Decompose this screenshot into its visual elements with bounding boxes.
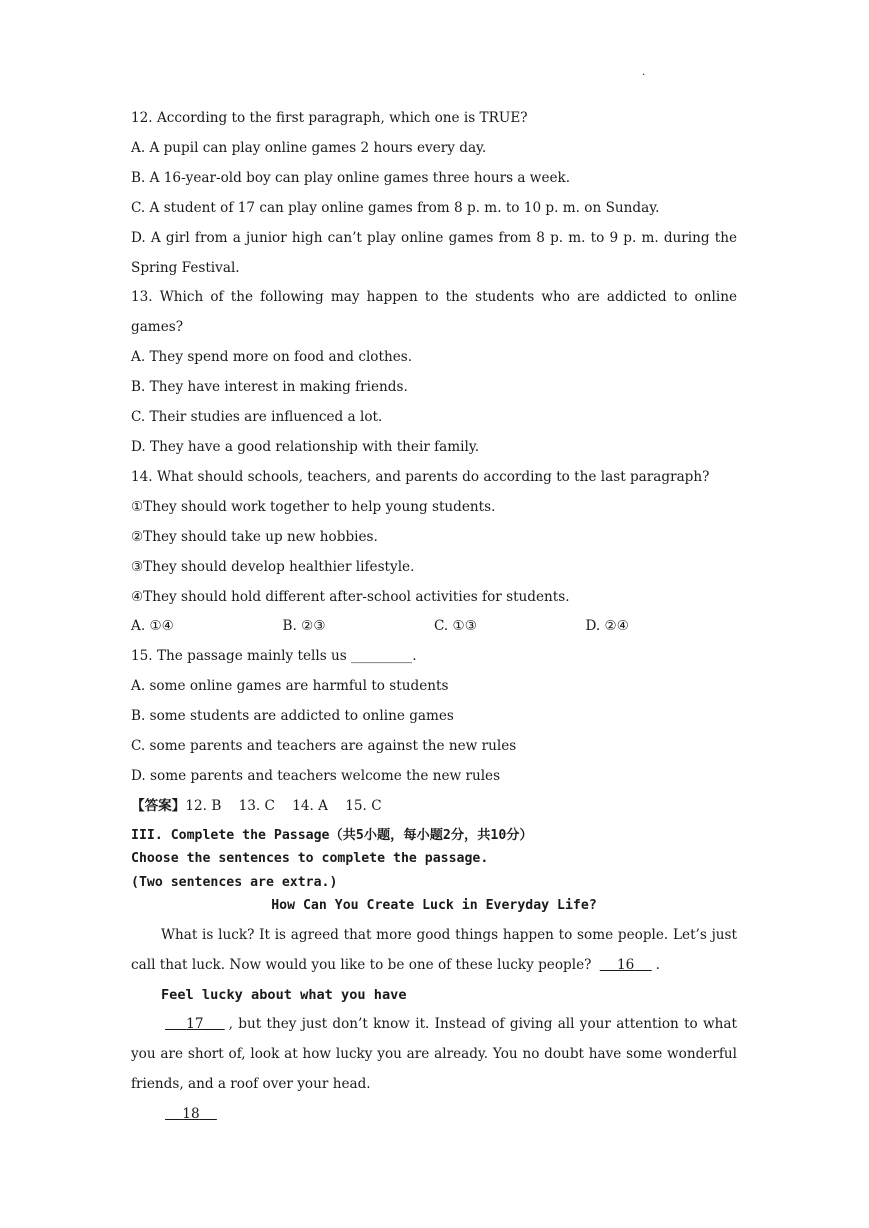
q14-option-b: B. ②③ bbox=[282, 618, 326, 635]
blank-16 bbox=[596, 957, 656, 973]
passage-subheading: Feel lucky about what you have bbox=[161, 986, 407, 1003]
q15-option-c: C. some parents and teachers are against the new rules bbox=[131, 738, 517, 755]
q12-stem: 12. According to the first paragraph, which one is TRUE? bbox=[131, 110, 528, 126]
section-instruction-2: (Two sentences are extra.) bbox=[131, 874, 338, 890]
paragraph-1-text: What is luck? It is agreed that more good things happen to some people. Let’s just call that luck. Now would you like to be one of these lucky people? bbox=[131, 926, 737, 973]
section-heading: III. Complete the Passage（共5小题，每小题2分，共10分） bbox=[131, 827, 533, 843]
passage-title: How Can You Create Luck in Everyday Life? bbox=[271, 898, 597, 914]
passage-paragraph-1 bbox=[131, 921, 737, 981]
q14-statement-4: ④They should hold different after-school activities for students. bbox=[131, 588, 570, 605]
q14-stem: 14. What should schools, teachers, and parents do according to the last paragraph? bbox=[131, 468, 710, 485]
q14-option-c: C. ①③ bbox=[434, 618, 477, 635]
q14-statement-3: ③They should develop healthier lifestyle. bbox=[131, 558, 415, 575]
q14-statement-2: ②They should take up new hobbies. bbox=[131, 528, 378, 545]
q14-options bbox=[131, 612, 737, 642]
blank-17-number: 17 bbox=[186, 1016, 204, 1033]
blank-17 bbox=[161, 1016, 229, 1032]
answer-label: 【答案】 bbox=[131, 797, 186, 814]
q14-option-d: D. ②④ bbox=[585, 618, 629, 635]
document-page bbox=[131, 104, 737, 1130]
blank-16-number: 16 bbox=[617, 956, 635, 973]
q13-option-b: B. They have interest in making friends. bbox=[131, 379, 408, 396]
blank-18 bbox=[161, 1106, 221, 1122]
q13-option-a: A. They spend more on food and clothes. bbox=[131, 349, 413, 366]
page-mark: · bbox=[642, 70, 646, 81]
q15-stem: 15. The passage mainly tells us _________. bbox=[131, 648, 417, 665]
q12-option-a: A. A pupil can play online games 2 hours every day. bbox=[131, 139, 487, 156]
q12-option-c: C. A student of 17 can play online games from 8 p. m. to 10 p. m. on Sunday. bbox=[131, 199, 660, 216]
answer-key bbox=[131, 792, 737, 822]
paragraph-2-text: , but they just don’t know it. Instead of giving all your attention to what you are short of, look at how lucky you are already. You no doubt have some wonderful friends, and a roof over your head. bbox=[131, 1016, 737, 1093]
q14-statement-1: ①They should work together to help young students. bbox=[131, 498, 496, 515]
answer-text: 12. B 13. C 14. A 15. C bbox=[185, 797, 382, 814]
paragraph-1-end: . bbox=[655, 956, 660, 973]
q15-option-a: A. some online games are harmful to students bbox=[131, 678, 449, 695]
passage-paragraph-2 bbox=[131, 1010, 737, 1100]
q13-option-c: C. Their studies are influenced a lot. bbox=[131, 409, 383, 426]
q12-option-d: D. A girl from a junior high can’t play online games from 8 p. m. to 9 p. m. during the Spring Festival. bbox=[131, 229, 737, 276]
q13-option-d: D. They have a good relationship with their family. bbox=[131, 438, 480, 455]
blank-18-number: 18 bbox=[182, 1106, 200, 1123]
q15-option-d: D. some parents and teachers welcome the new rules bbox=[131, 767, 501, 784]
q12-option-b: B. A 16-year-old boy can play online games three hours a week. bbox=[131, 169, 571, 186]
section-instruction-1: Choose the sentences to complete the passage. bbox=[131, 851, 489, 867]
passage-paragraph-3 bbox=[131, 1100, 737, 1130]
q13-stem: 13. Which of the following may happen to the students who are addicted to online games? bbox=[131, 289, 737, 336]
q15-option-b: B. some students are addicted to online games bbox=[131, 708, 454, 725]
q14-option-a: A. ①④ bbox=[131, 618, 174, 635]
